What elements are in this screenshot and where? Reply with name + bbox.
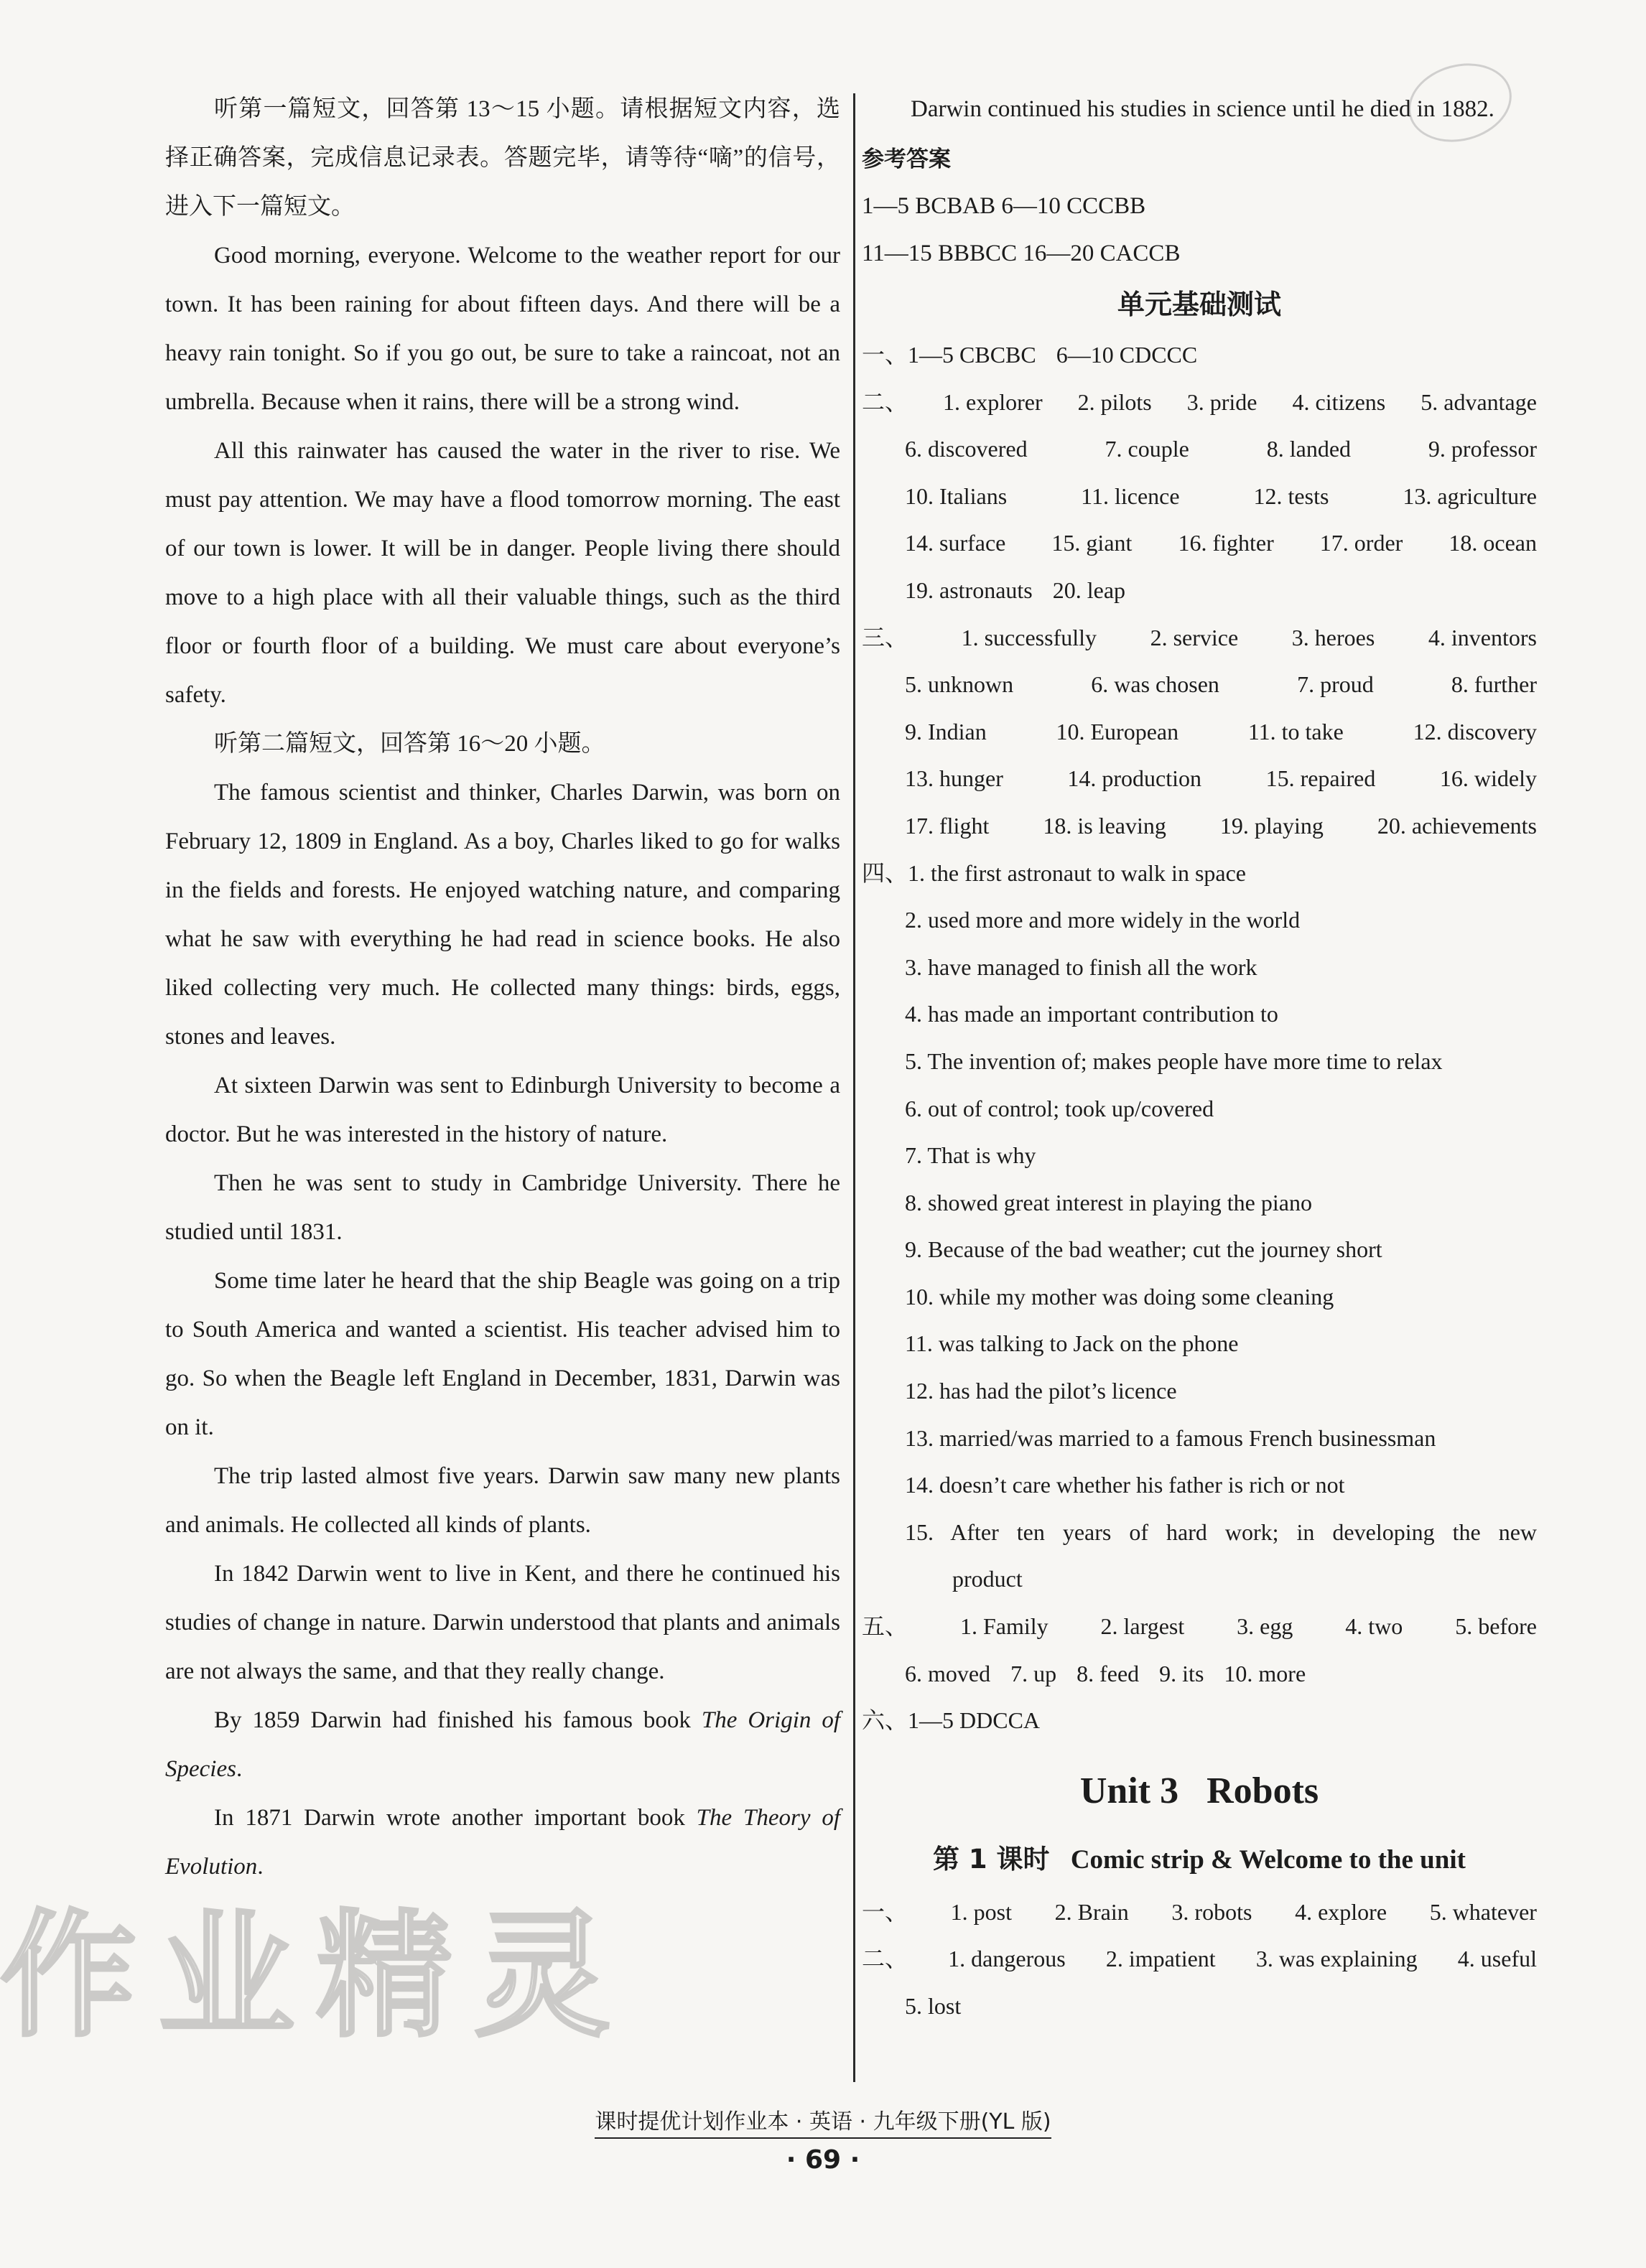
answer-item: 4. has made an important contribution to [905,1001,1278,1027]
answer-item: 17. flight [905,812,990,839]
answer-item: 4. citizens [1292,388,1386,415]
passage-paragraph: The trip lasted almost five years. Darwin saw many new plants and animals. He collected all kinds of plants. [165,1463,840,1538]
answer-item: 6. discovered [905,436,1028,462]
answer-item: 7. couple [1105,436,1189,462]
answer-item: 10. while my mother was doing some cleaning [905,1283,1334,1310]
answer-item: 12. tests [1253,482,1329,509]
answer-line: 11—15 BBBCC 16—20 CACCB [862,241,1181,266]
answer-item: 3. was explaining [1255,1946,1418,1972]
answer-item: 8. landed [1266,436,1352,462]
answer-item: 8. further [1451,671,1537,698]
answer-item: 11. to take [1247,718,1344,745]
passage-paragraph: At sixteen Darwin was sent to Edinburgh University to become a doctor. But he was interested in the history of nature. [165,1073,840,1147]
text-run: . [257,1854,264,1880]
answers-label: 参考答案 [862,146,951,172]
answer-item: 4. inventors [1428,624,1537,650]
answer-item: 10. European [1056,718,1179,745]
lesson-name: Comic strip & Welcome to the unit [1070,1844,1466,1875]
answer-item: 7. proud [1297,671,1374,698]
passage-paragraph: Some time later he heard that the ship Beagle was going on a trip to South America and wanted a scientist. His teacher advised him to go. So when the Beagle left England in December, 1831, Darwin was on it. [165,1268,840,1440]
text-run: In 1871 Darwin wrote another important book [214,1805,697,1831]
answer-item: 13. agriculture [1403,482,1537,509]
answer-item: 15. After ten years of hard work; in developing the new [905,1518,1537,1545]
section-3-row [862,709,1537,756]
text-run: . [236,1756,243,1782]
answer-item: 1. Family [959,1613,1048,1640]
answer-item: 11. licence [1081,482,1180,509]
answer-item: 16. fighter [1178,530,1274,556]
answer-item: 3. egg [1237,1613,1293,1640]
answer-item: 5. before [1455,1613,1537,1640]
answer-item: 12. has had the pilot’s licence [905,1378,1177,1404]
answer-item: 4. explore [1295,1898,1387,1925]
answer-item: 1. the first astronaut to walk in space [908,859,1246,886]
answer-item: 14. surface [905,530,1006,556]
passage-paragraph: Then he was sent to study in Cambridge University. There he studied until 1831. [165,1170,840,1245]
section-2-row [862,473,1537,521]
answer-item: 2. service [1150,624,1239,650]
passage-paragraph: In 1842 Darwin went to live in Kent, and there he continued his studies of change in nature. Darwin understood that plants and animals are not always the same, and that they really change. [165,1561,840,1684]
section-label: 一、 [862,1898,908,1925]
answer-item: 13. married/was married to a famous French businessman [905,1424,1436,1451]
answer-item: 5. lost [905,1993,962,2019]
answer-item: 1. successfully [961,624,1097,650]
answer-item: 15. giant [1051,530,1133,556]
watermark: 作业精灵 [0,1897,633,2055]
answer-item: 14. doesn’t care whether his father is rich or not [905,1472,1345,1498]
section-label: 六、 [862,1707,908,1734]
answer-item: 5. unknown [905,671,1014,698]
section-4-row [862,850,1537,897]
section-1-row [862,332,1537,379]
section-title: 单元基础测试 [1117,289,1281,320]
text-run: By 1859 Darwin had finished his famous book [214,1707,702,1733]
answer-item: 11. was talking to Jack on the phone [905,1330,1239,1357]
section-label: 二、 [862,1946,908,1972]
passage-paragraph [165,1696,840,1793]
answer-item: 6—10 CDCCC [1056,342,1198,368]
answer-item: 2. pilots [1077,388,1152,415]
section-label: 五、 [862,1613,908,1640]
answer-item: 2. used more and more widely in the world [905,907,1301,933]
footer-book-text: 课时提优计划作业本 · 英语 · 九年级下册(YL 版) [595,2109,1051,2139]
answer-item: 9. Because of the bad weather; cut the journey short [905,1236,1382,1263]
section-5-row [862,1651,1537,1698]
section-label: 二、 [862,388,908,415]
left-column [165,85,840,1891]
answer-item: 9. Indian [905,718,987,745]
section-2-row [862,426,1537,473]
answer-item: 7. That is why [905,1142,1036,1169]
answer-item: 3. robots [1171,1898,1252,1925]
passage-paragraph: The famous scientist and thinker, Charles Darwin, was born on February 12, 1809 in England. As a boy, Charles liked to go for walks in the fields and forests. He enjoyed watching nature, and comparing what he saw with everything he had read in science books. He also liked collecting very much. He collected many things: birds, eggs, stones and leaves. [165,780,840,1050]
answer-item: 4. two [1345,1613,1403,1640]
section-label: 四、 [862,859,908,886]
section-2-row [862,520,1537,567]
book-title: The Theory of Evolution [165,1805,840,1880]
answer-item: 16. widely [1439,765,1537,792]
answer-item: 15. repaired [1265,765,1376,792]
column-divider [853,93,855,2082]
answer-item: 2. Brain [1054,1898,1129,1925]
section-label: 一、 [862,342,908,368]
answer-item: 6. moved [905,1660,991,1686]
right-column [862,85,1537,2030]
answer-item: 13. hunger [905,765,1003,792]
answer-item: 4. useful [1457,1946,1537,1972]
section-2-row [862,567,1537,615]
answer-item: 20. leap [1052,577,1126,603]
section-2-row [862,379,1537,426]
answer-item: 20. achievements [1377,812,1537,839]
passage-paragraph: All this rainwater has caused the water in the river to rise. We must pay attention. We may have a flood tomorrow morning. The east of our town is lower. It will be in danger. People living there should move to a high place with all their valuable things, such as the third floor or fourth floor of a building. We must care about everyone’s safety. [165,438,840,708]
answer-item: 1. dangerous [948,1946,1066,1972]
answer-item: 3. have managed to finish all the work [905,953,1257,980]
answer-item: 14. production [1067,765,1202,792]
footer-book-title [0,2104,1646,2135]
answer-item: 6. was chosen [1091,671,1219,698]
answer-item: 8. showed great interest in playing the piano [905,1189,1312,1215]
book-title: The Origin of Species [165,1707,840,1782]
answer-item: 7. up [1010,1660,1057,1686]
answer-line: 1—5 BCBAB 6—10 CCCBB [862,193,1146,219]
answer-item: 17. order [1319,530,1403,556]
answer-item: 10. Italians [905,482,1008,509]
lesson-section-2-row [862,1936,1537,1983]
answer-item: 5. advantage [1421,388,1537,415]
lesson-section-2-row [862,1983,1537,2030]
answer-item: 12. discovery [1413,718,1537,745]
section-3-row [862,615,1537,662]
section-3-row [862,661,1537,709]
passage-paragraph: Darwin continued his studies in science until he died in 1882. [911,96,1494,122]
section-3-row [862,755,1537,803]
answer-item: 3. heroes [1291,624,1375,650]
listening-instruction-2: 听第二篇短文，回答第 16～20 小题。 [214,731,605,757]
section-label: 三、 [862,624,908,650]
section-6-row [862,1697,1537,1745]
section-4-list [862,897,1537,1603]
unit-title: Unit 3 Robots [1079,1770,1319,1811]
section-5-row [862,1603,1537,1651]
answer-item: 9. professor [1428,436,1537,462]
answer-item: 1. post [950,1898,1013,1925]
answer-item: 18. ocean [1449,530,1537,556]
answer-item: 9. its [1159,1660,1204,1686]
answer-item: 19. astronauts [905,577,1033,603]
answer-item: 19. playing [1219,812,1324,839]
lesson-section-1-row [862,1889,1537,1936]
answer-item: 1. explorer [943,388,1043,415]
answer-item-continued: product [952,1566,1023,1592]
answer-item: 5. whatever [1429,1898,1537,1925]
listening-instruction-1: 听第一篇短文，回答第 13～15 小题。请根据短文内容，选择正确答案，完成信息记录表。答题完毕，请等待“嘀”的信号，进入下一篇短文。 [165,96,840,220]
section-3-row [862,803,1537,850]
answer-item: 2. largest [1100,1613,1185,1640]
answer-item: 6. out of control; took up/covered [905,1095,1214,1121]
answer-item: 8. feed [1077,1660,1140,1686]
answer-item: 1—5 DDCCA [908,1707,1041,1734]
answer-item: 10. more [1224,1660,1306,1686]
passage-paragraph: Good morning, everyone. Welcome to the weather report for our town. It has been raining for about fifteen days. And there will be a heavy rain tonight. So if you go out, be sure to take a raincoat, not an umbrella. Because when it rains, there will be a strong wind. [165,243,840,415]
page-number: · 69 · [786,2145,860,2175]
answer-item: 1—5 CBCBC [908,342,1036,368]
lesson-number: 第 1 课时 [933,1843,1050,1875]
answer-item: 3. pride [1186,388,1257,415]
answer-item: 2. impatient [1105,1946,1216,1972]
passage-paragraph [165,1793,840,1891]
lesson-title [862,1831,1537,1889]
answer-item: 5. The invention of; makes people have more time to relax [905,1047,1443,1074]
answer-item: 18. is leaving [1043,812,1166,839]
